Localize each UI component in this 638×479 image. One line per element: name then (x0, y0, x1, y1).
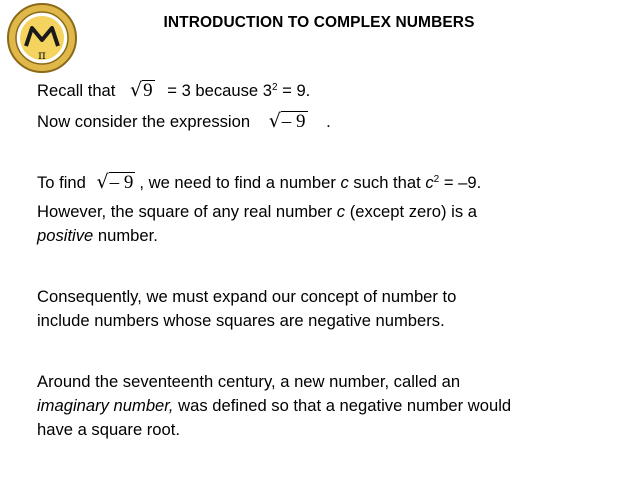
sqrt-9-expression: √9 (130, 79, 153, 101)
svg-text:π: π (38, 48, 46, 62)
text-line-around: Around the seventeenth century, a new number, called an (37, 372, 461, 391)
text-line-positive: positive number. (37, 226, 158, 245)
text-line-to-find: To find √– 9 , we need to find a number c such that $c^2 = -9$. (37, 171, 482, 193)
text-line-square-root: have a square root. (37, 420, 180, 439)
sqrt-neg-9-expression: √– 9 (268, 110, 306, 132)
sqrt-neg-9-expression-2: √– 9 (96, 171, 134, 193)
text-line-consequently: Consequently, we must expand our concept of number to (37, 287, 457, 306)
university-seal-logo (6, 2, 78, 74)
text-line-however: However, the square of any real number c (except zero) is a (37, 202, 477, 221)
text-line-imaginary: imaginary number, was defined so that a negative number would (37, 396, 512, 415)
text-line-recall: Recall that √9 = 3 because $3^2 = 9$. (37, 79, 311, 101)
slide-title: INTRODUCTION TO COMPLEX NUMBERS (163, 14, 475, 31)
text-line-consider: Now consider the expression √– 9 . (37, 110, 331, 132)
text-line-include: include numbers whose squares are negative numbers. (37, 311, 445, 330)
